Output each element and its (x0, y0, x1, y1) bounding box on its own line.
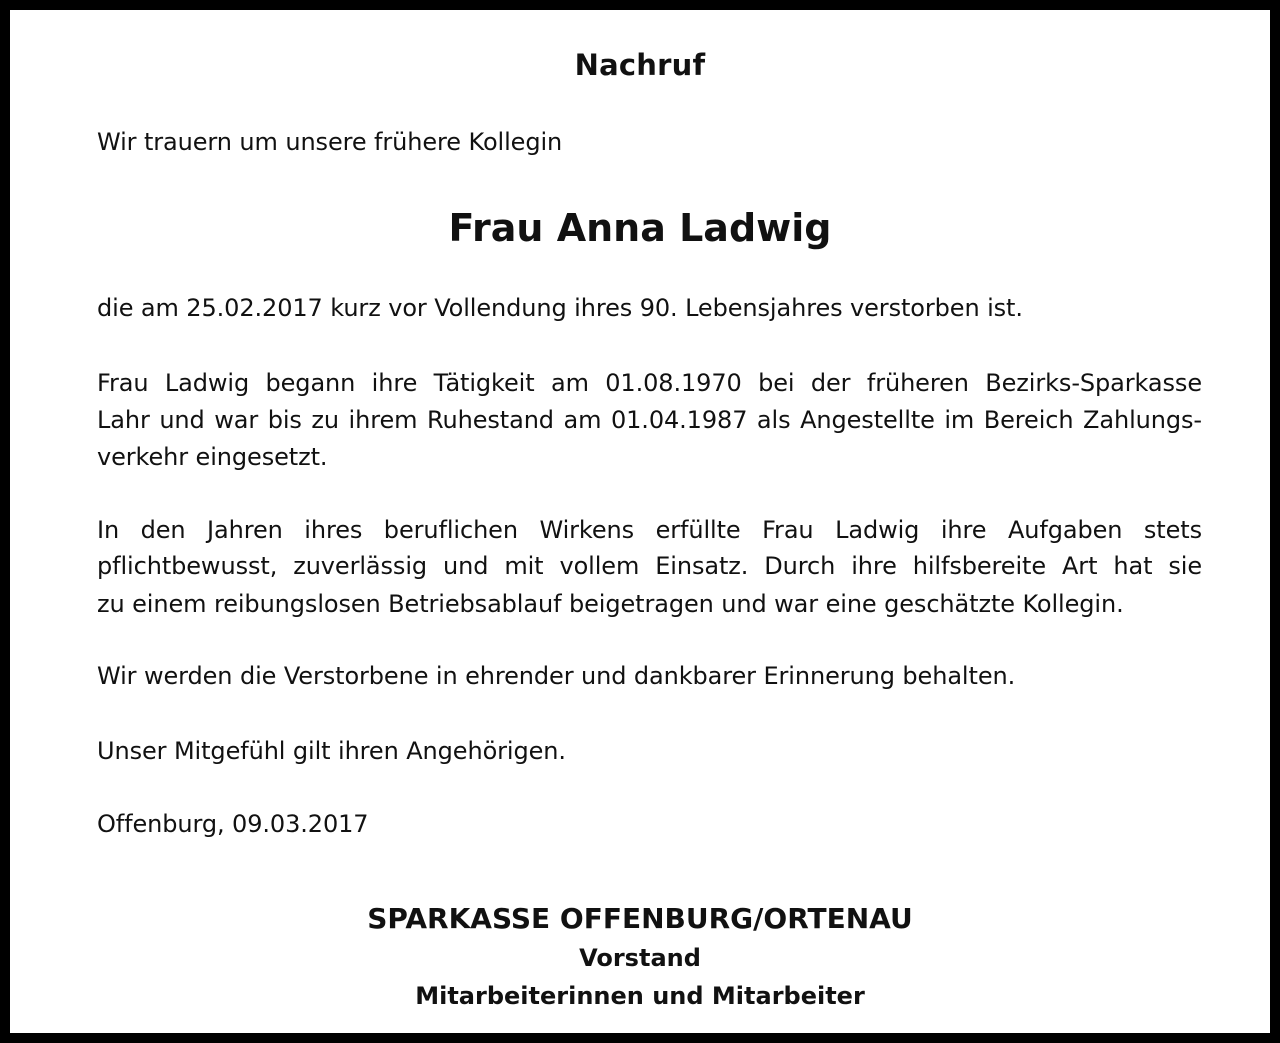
tribute-line: In den Jahren ihres beruflichen Wirkens erfüllte Frau Ladwig ihre Aufgaben stets (97, 516, 1202, 544)
deceased-name: Frau Anna Ladwig (448, 206, 832, 250)
tribute-line: zu einem reibungslosen Betriebsablauf beigetragen und war eine geschätzte Kollegin. (97, 590, 1124, 618)
signature-board: Vorstand (579, 944, 701, 972)
intro-text: Wir trauern um unsere frühere Kollegin (97, 128, 563, 156)
signature-staff: Mitarbeiterinnen und Mitarbeiter (415, 982, 865, 1010)
career-line: Lahr und war bis zu ihrem Ruhestand am 01.04.1987 als Angestellte im Bereich Zahlungs- (97, 406, 1202, 434)
tribute-line: pflichtbewusst, zuverlässig und mit vollem Einsatz. Durch ihre hilfsbereite Art hat sie (97, 552, 1202, 580)
career-line: Frau Ladwig begann ihre Tätigkeit am 01.08.1970 bei der früheren Bezirks-Sparkasse (97, 369, 1202, 397)
career-line: verkehr eingesetzt. (97, 443, 328, 471)
memory-text: Wir werden die Verstorbene in ehrender und dankbarer Erinnerung behalten. (97, 662, 1016, 690)
death-date-text: die am 25.02.2017 kurz vor Vollendung ihres 90. Lebensjahres verstorben ist. (97, 294, 1023, 322)
signature-organization: SPARKASSE OFFENBURG/ORTENAU (367, 902, 913, 935)
notice-heading: Nachruf (574, 48, 706, 82)
condolence-text: Unser Mitgefühl gilt ihren Angehörigen. (97, 737, 566, 765)
place-date: Offenburg, 09.03.2017 (97, 810, 369, 838)
